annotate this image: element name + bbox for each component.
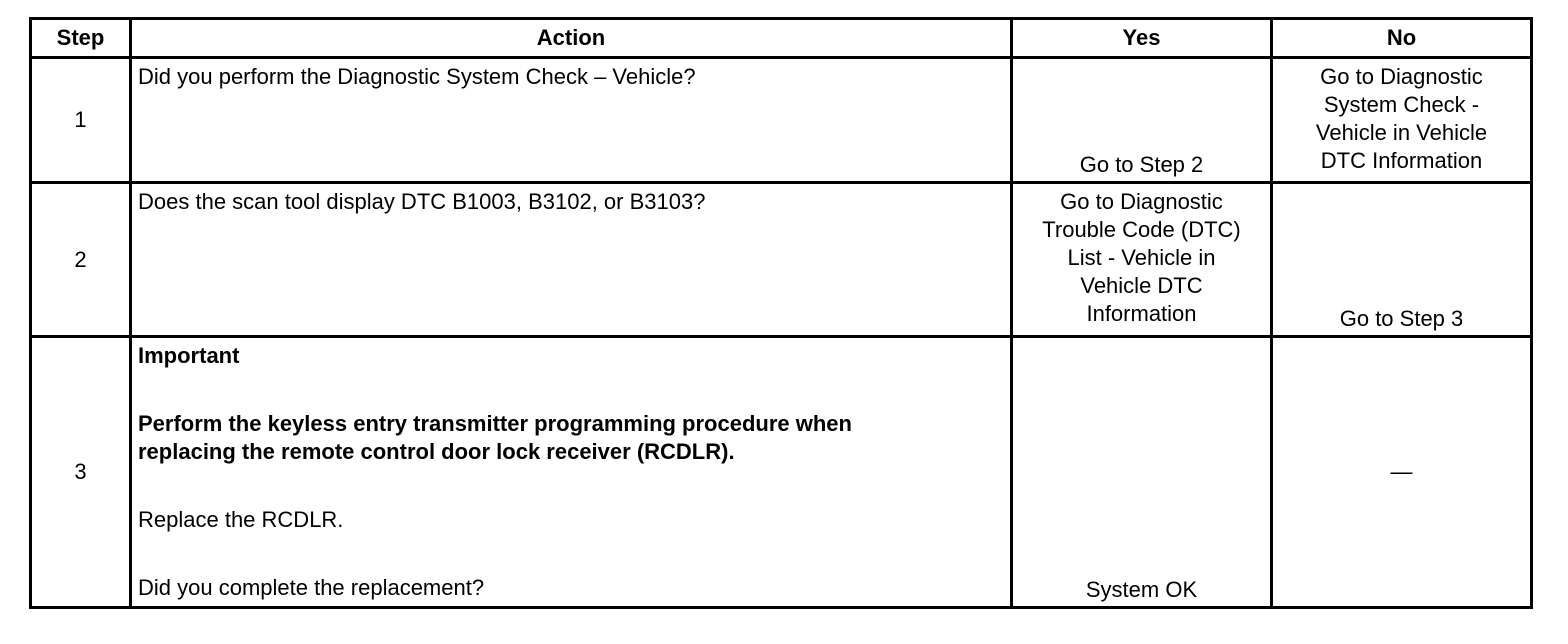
- yes-cell: [1012, 58, 1272, 183]
- action-question: Did you complete the replacement?: [138, 575, 485, 600]
- yes-result: System OK: [1085, 577, 1198, 602]
- action-instruction: Replace the RCDLR.: [138, 507, 344, 532]
- yes-result: Go to Step 2: [1079, 152, 1204, 177]
- no-result: Go to Step 3: [1339, 306, 1464, 331]
- no-cell: [1272, 183, 1532, 337]
- action-question: Did you perform the Diagnostic System Check – Vehicle?: [138, 64, 696, 89]
- action-cell: [131, 337, 1012, 608]
- table-row-step-3: [31, 337, 1532, 608]
- header-row: [31, 19, 1532, 58]
- diagnostic-table: [29, 17, 1533, 609]
- no-result: —: [1390, 459, 1413, 484]
- table-row-step-1: [31, 58, 1532, 183]
- header-no: No: [1272, 19, 1532, 58]
- yes-cell: [1012, 183, 1272, 337]
- step-number: 2: [31, 183, 131, 337]
- action-cell: [131, 58, 1012, 183]
- yes-cell: [1012, 337, 1272, 608]
- no-result: Go to Diagnostic System Check - Vehicle in Vehicle DTC Information: [1315, 64, 1488, 173]
- step-number: 3: [31, 337, 131, 608]
- header-action: Action: [131, 19, 1012, 58]
- header-yes: Yes: [1012, 19, 1272, 58]
- important-note: Perform the keyless entry transmitter programming procedure when replacing the remote control door lock receiver (RCDLR).: [138, 411, 852, 464]
- no-cell: [1272, 58, 1532, 183]
- action-question: Does the scan tool display DTC B1003, B3102, or B3103?: [138, 189, 706, 214]
- header-step: Step: [31, 19, 131, 58]
- no-cell: [1272, 337, 1532, 608]
- important-heading: Important: [138, 343, 240, 368]
- action-cell: [131, 183, 1012, 337]
- yes-result: Go to Diagnostic Trouble Code (DTC) List - Vehicle in Vehicle DTC Information: [1042, 189, 1241, 326]
- step-number: 1: [31, 58, 131, 183]
- table-row-step-2: [31, 183, 1532, 337]
